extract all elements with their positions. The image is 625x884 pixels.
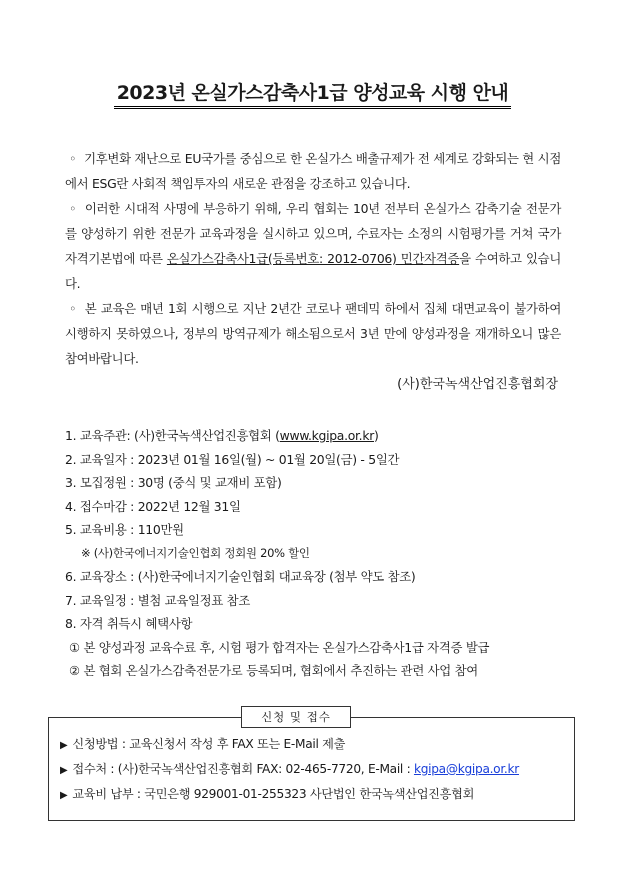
application-box-label: 신청 및 접수 — [241, 706, 351, 728]
organizer-text: 1. 교육주관: (사)한국녹색산업진흥협회 ( — [65, 428, 280, 443]
bullet-icon: ◦ — [69, 201, 77, 216]
website-link[interactable]: www.kgipa.or.kr — [279, 428, 374, 443]
application-method-text: 신청방법 : 교육신청서 작성 후 FAX 또는 E-Mail 제출 — [72, 737, 346, 751]
intro-text-1: 기후변화 재난으로 EU국가를 중심으로 한 온실가스 배출규제가 전 세계로 강화되는 현 시점에서 ESG란 사회적 책임투자의 새로운 관점을 강조하고 있습니다. — [65, 151, 561, 191]
application-contact — [60, 760, 519, 777]
list-item-dates: 2. 교육일자 : 2023년 01월 16일(월) ~ 01월 20일(금) - 5일간 — [65, 451, 400, 467]
signature: (사)한국녹색산업진흥협회장 — [397, 377, 558, 392]
intro-text-2b: 을 수여하고 있습니다. — [65, 251, 561, 291]
triangle-right-icon: ▶ — [60, 740, 68, 751]
triangle-right-icon: ▶ — [60, 765, 68, 776]
benefit-1: ① 본 양성과정 교육수료 후, 시험 평가 합격자는 온실가스감축사1급 자격증 발급 — [69, 639, 490, 655]
list-item-schedule: 7. 교육일정 : 별첨 교육일정표 참조 — [65, 592, 250, 608]
intro-text-3: 본 교육은 매년 1회 시행으로 지난 2년간 코로나 팬데믹 하에서 집체 대면교육이 불가하여 시행하지 못하였으나, 정부의 방역규제가 해소됨으로서 3년 만에 양성과정을 재개하오니 많은 참여바랍니다. — [65, 301, 561, 366]
organizer-text-end: ) — [373, 428, 379, 443]
list-item-benefits: 8. 자격 취득시 혜택사항 — [65, 616, 193, 631]
details-list — [65, 424, 565, 683]
intro-paragraph-2 — [65, 196, 561, 296]
intro-paragraph-3 — [65, 296, 561, 371]
intro-text-2a: 이러한 시대적 사명에 부응하기 위해, 우리 협회는 10년 전부터 온실가스 감축기술 전문가를 양성하기 위한 전문가 교육과정을 실시하고 있으며, 수료자는 소정의 시험평가를 거쳐 국가자격기본법에 따른 — [65, 201, 561, 266]
list-item-deadline: 4. 접수마감 : 2022년 12월 31일 — [65, 498, 241, 514]
list-item-organizer — [65, 424, 565, 448]
application-contact-text: 접수처 : (사)한국녹색산업진흥협회 FAX: 02-465-7720, E-Mail : — [72, 762, 414, 776]
list-item-cost: 5. 교육비용 : 110만원 — [65, 522, 184, 537]
application-payment-text: 교육비 납부 : 국민은행 929001-01-255323 사단법인 한국녹색산업진흥협회 — [72, 787, 475, 801]
discount-note: ※ (사)한국에너지기술인협회 정회원 20% 할인 — [81, 545, 310, 560]
email-link[interactable]: kgipa@kgipa.or.kr — [413, 762, 519, 776]
application-payment — [60, 785, 474, 802]
page-title — [0, 78, 625, 105]
intro-paragraph-1 — [65, 146, 561, 196]
list-item-venue: 6. 교육장소 : (사)한국에너지기술인협회 대교육장 (첨부 약도 참조) — [65, 569, 416, 584]
application-method — [60, 735, 345, 752]
bullet-icon: ◦ — [69, 301, 77, 316]
bullet-icon: ◦ — [69, 151, 77, 166]
triangle-right-icon: ▶ — [60, 790, 68, 801]
title-text: 2023년 온실가스감축사1급 양성교육 시행 안내 — [114, 82, 512, 109]
certificate-name: 온실가스감축사1급(등록번호: 2012-0706) 민간자격증 — [166, 251, 460, 266]
benefit-2: ② 본 협회 온실가스감축전문가로 등록되며, 협회에서 추진하는 관련 사업 참여 — [69, 663, 478, 678]
list-item-capacity: 3. 모집정원 : 30명 (중식 및 교재비 포함) — [65, 475, 282, 490]
